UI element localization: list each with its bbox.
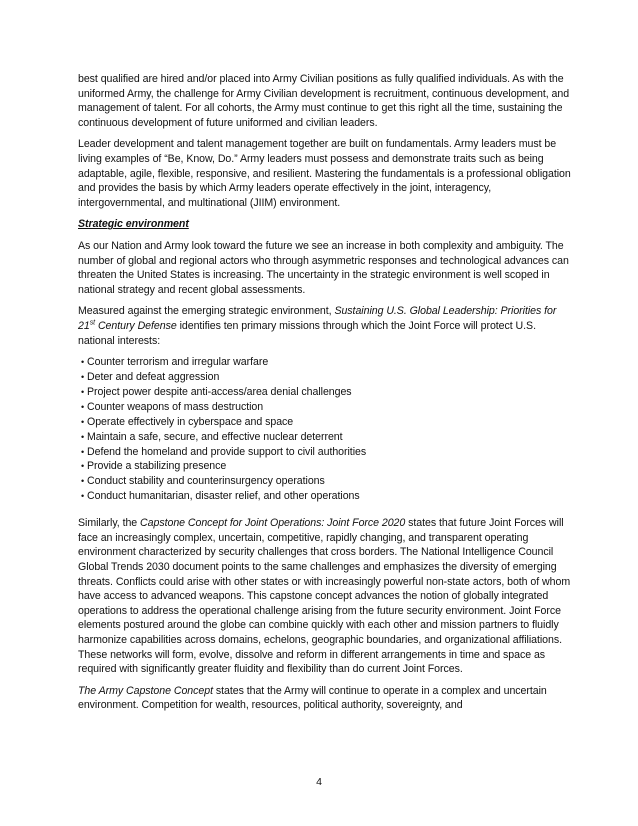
- bullet-icon: •: [80, 386, 85, 397]
- mission-list-item: [78, 385, 572, 400]
- mission-text: Deter and defeat aggression: [87, 371, 220, 383]
- ordinal-superscript: st: [89, 319, 96, 327]
- mission-list-item: [78, 474, 572, 489]
- document-page: [78, 72, 572, 720]
- mission-list-item: [78, 400, 572, 415]
- paragraph-army-capstone-concept: The Army Capstone Concept states that the Army will continue to operate in a complex and uncertain environment. Competition for wealth, resources, political authority, sovereignty, and: [78, 684, 547, 712]
- bullet-icon: •: [80, 431, 85, 442]
- mission-list-item: [78, 415, 572, 430]
- bullet-icon: •: [80, 372, 85, 382]
- intro-tail-text: identifies ten primary missions through which the Joint Force will protect U.S. national interests:: [78, 319, 536, 347]
- bullet-icon: •: [80, 357, 85, 368]
- mission-text: Defend the homeland and provide support to civil authorities: [87, 445, 367, 458]
- paragraph-capstone-joint-operations: Similarly, the Capstone Concept for Joint Operations: Joint Force 2020 states that future Joint Forces will face an increasingly complex, uncertain, competitive, rapidly changing, and transparent operating environment characterized by security challenges that cross borders. The National Intelligence Council Global Trends 2030 document points to the same challenges and emphasizes the diversity of emerging threats. Conflicts could arise with other states or with increasingly powerful non-state actors, both of whom have access to advanced weapons. This capstone concept advances the notion of globally integrated operations to address the operational challenge arising from the future security environment. Joint Force elements postured around the globe can combine quickly with each other and mission partners to fluidly harmonize capabilities across domains, echelons, geographic boundaries, and organizational affiliations. These networks will form, evolve, dissolve and reform in different arrangements in time and space as required with significantly greater fluidity and flexibility than do current Joint Forces.: [78, 517, 571, 676]
- mission-list-item: [78, 430, 572, 445]
- mission-text: Counter terrorism and irregular warfare: [87, 356, 269, 369]
- bullet-icon: •: [80, 446, 85, 457]
- bullet-icon: •: [80, 491, 85, 502]
- section-heading-strategic-environment: Strategic environment: [78, 218, 189, 231]
- mission-text: Provide a stabilizing presence: [87, 460, 227, 473]
- bullet-icon: •: [80, 416, 85, 427]
- mission-text: Operate effectively in cyberspace and space: [87, 415, 294, 428]
- mission-text: Conduct stability and counterinsurgency operations: [87, 475, 325, 488]
- mission-list-item: [78, 459, 572, 474]
- page-number: 4: [316, 776, 322, 788]
- mission-text: Conduct humanitarian, disaster relief, and other operations: [87, 490, 360, 503]
- intro-lead-text: Measured against the emerging strategic environment,: [78, 305, 335, 318]
- document-title-army-capstone: The Army Capstone Concept: [78, 684, 213, 697]
- paragraph-primary-missions-intro: [78, 304, 572, 348]
- document-title-sustaining-leadership: Sustaining U.S. Global Leadership: Priorities for 21st Century Defense: [78, 305, 557, 332]
- bullet-icon: •: [80, 476, 85, 487]
- paragraph-strategic-environment: As our Nation and Army look toward the future we see an increase in both complexity and ambiguity. The number of global and regional actors who through asymmetric responses and technological advances can threaten the United States is increasing. The uncertainty in the strategic environment is well scoped in national strategy and recent global assessments.: [78, 239, 569, 296]
- bullet-icon: •: [80, 461, 85, 472]
- mission-list-item: [78, 445, 572, 460]
- mission-list-item: [78, 355, 572, 370]
- mission-text: Counter weapons of mass destruction: [87, 400, 264, 413]
- mission-text: Maintain a safe, secure, and effective nuclear deterrent: [87, 430, 343, 443]
- mission-list-item: [78, 489, 572, 504]
- document-title-ccjo: Capstone Concept for Joint Operations: Joint Force 2020: [140, 517, 406, 530]
- bullet-icon: •: [80, 401, 85, 412]
- paragraph-talent-recruitment: best qualified are hired and/or placed into Army Civilian positions as fully qualified individuals. As with the uniformed Army, the challenge for Army Civilian development is recruitment, continuous development, and management of talent. For all cohorts, the Army must continue to get this right all the time, sustaining the continuous development of future uniformed and civilian leaders.: [78, 73, 570, 129]
- mission-bullet-list: [78, 355, 572, 504]
- mission-list-item: [78, 370, 572, 385]
- mission-text: Project power despite anti-access/area denial challenges: [87, 385, 352, 398]
- paragraph-leader-development: Leader development and talent management together are built on fundamentals. Army leaders must be living examples of “Be, Know, Do.” Army leaders must possess and demonstrate traits such as being adaptable, agile, flexible, responsive, and resilient. Mastering the fundamentals is a professional obligation and provides the basis by which Army leaders operate effectively in the joint, interagency, intergovernmental, and multinational (JIIM) environment.: [78, 138, 571, 209]
